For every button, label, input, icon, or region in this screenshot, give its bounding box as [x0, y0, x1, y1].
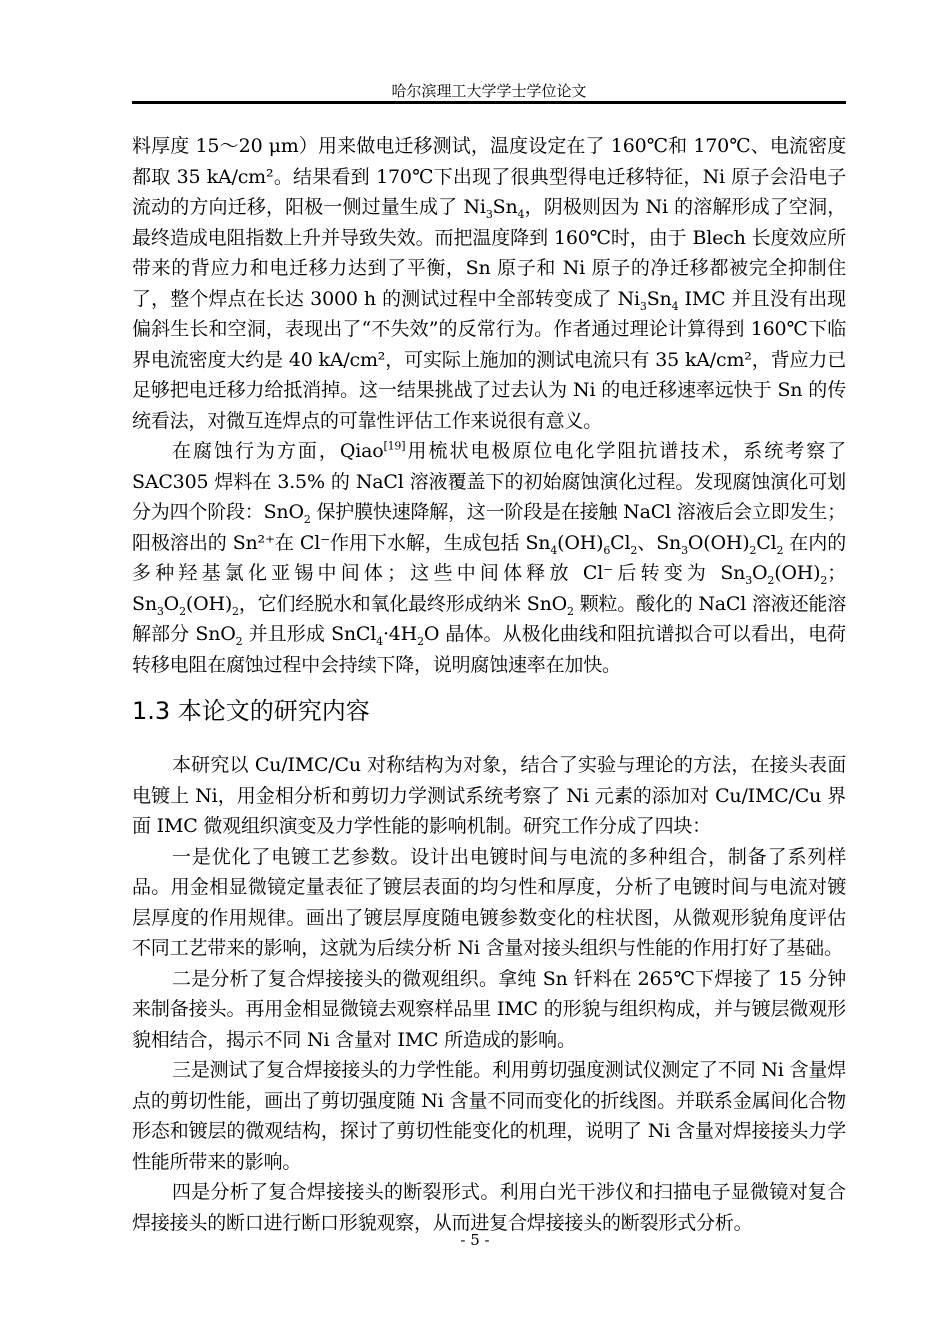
paragraph-item-2: 二是分析了复合焊接接头的微观组织。拿纯 Sn 钎料在 265℃下焊接了 15 分钟来制备接头。再用金相显微镜去观察样品里 IMC 的形貌与组织构成，并与镀层微观形貌相结合，揭示不同 Ni 含量对 IMC 所造成的影响。 — [132, 967, 846, 1051]
paragraph-item-3: 三是测试了复合焊接接头的力学性能。利用剪切强度测试仪测定了不同 Ni 含量焊点的剪切性能，画出了剪切强度随 Ni 含量不同而变化的折线图。并联系金属间化合物形态和镀层的微观结构，探讨了剪切性能变化的机理，说明了 Ni 含量对焊接接头力学性能所带来的影响。 — [132, 1059, 846, 1173]
page-header: 哈尔滨理工大学学士学位论文 — [391, 82, 587, 100]
paragraph-item-4: 四是分析了复合焊接接头的断裂形式。利用白光干涉仪和扫描电子显微镜对复合焊接接头的断口进行断口形貌观察，从而进复合焊接接头的断裂形式分析。 — [132, 1181, 846, 1234]
section-heading: 1.3 本论文的研究内容 — [132, 697, 370, 725]
paragraph-corrosion: 在腐蚀行为方面，Qiao[19]用梳状电极原位电化学阻抗谱技术，系统考察了 SAC305 焊料在 3.5% 的 NaCl 溶液覆盖下的初始腐蚀演化过程。发现腐蚀演化可划分为四个阶段：SnO$_2$ 保护膜快速降解，这一阶段是在接触 NaCl 溶液后会立即发生；阳极溶出的 Sn²⁺在 Cl⁻作用下水解，生成包括 $Sn_4(OH)_6Cl_2$、$Sn_3O(OH)_2Cl_2$ 在内的多种羟基氯化亚锡中间体；这些中间体释放 Cl⁻后转变为 $Sn_3O_2(OH)_2$；$Sn_3O_2(OH)_2$，它们经脱水和氧化最终形成纳米 SnO$_2$ 颗粒。酸化的 NaCl 溶液还能溶解部分 SnO$_2$ 并且形成 $SnCl_4\cdot 4H_2O$ 晶体。从极化曲线和阻抗谱拟合可以看出，电荷转移电阻在腐蚀过程中会持续下降，说明腐蚀速率在加快。 — [132, 439, 846, 676]
paragraph-electromigration: 料厚度 15～20 μm）用来做电迁移测试，温度设定在了 160℃和 170℃、电流密度都取 35 kA/cm²。结果看到 170℃下出现了很典型得电迁移特征，Ni 原子会沿电子流动的方向迁移，阳极一侧过量生成了 $Ni_3Sn_4$，阴极则因为 Ni 的溶解形成了空洞，最终造成电阻指数上升并导致失效。而把温度降到 160℃时，由于 Blech 长度效应所带来的背应力和电迁移力达到了平衡，Sn 原子和 Ni 原子的净迁移都被完全抑制住了，整个焊点在长达 3000 h 的测试过程中全部转变成了 $Ni_3Sn_4$ IMC 并且没有出现偏斜生长和空洞，表现出了“不失效”的反常行为。作者通过理论计算得到 160℃下临界电流密度大约是 40 kA/cm²，可实际上施加的测试电流只有 35 kA/cm²，背应力已足够把电迁移力给抵消掉。这一结果挑战了过去认为 Ni 的电迁移速率远快于 Sn 的传统看法，对微互连焊点的可靠性评估工作来说很有意义。 — [132, 135, 847, 432]
citation-ref: [19] — [383, 439, 406, 453]
page-number: - 5 - — [460, 1231, 490, 1249]
paragraph-item-1: 一是优化了电镀工艺参数。设计出电镀时间与电流的多种组合，制备了系列样品。用金相显微镜定量表征了镀层表面的均匀性和厚度，分析了电镀时间与电流对镀层厚度的作用规律。画出了镀层厚度随电镀参数变化的柱状图，从微观形貌角度评估不同工艺带来的影响，这就为后续分析 Ni 含量对接头组织与性能的作用打好了基础。 — [132, 845, 846, 959]
header-rule — [132, 101, 846, 104]
paragraph-intro: 本研究以 Cu/IMC/Cu 对称结构为对象，结合了实验与理论的方法，在接头表面电镀上 Ni，用金相分析和剪切力学测试系统考察了 Ni 元素的添加对 Cu/IMC/Cu 界面 IMC 微观组织演变及力学性能的影响机制。研究工作分成了四块： — [132, 754, 846, 837]
page-content — [132, 131, 846, 1238]
